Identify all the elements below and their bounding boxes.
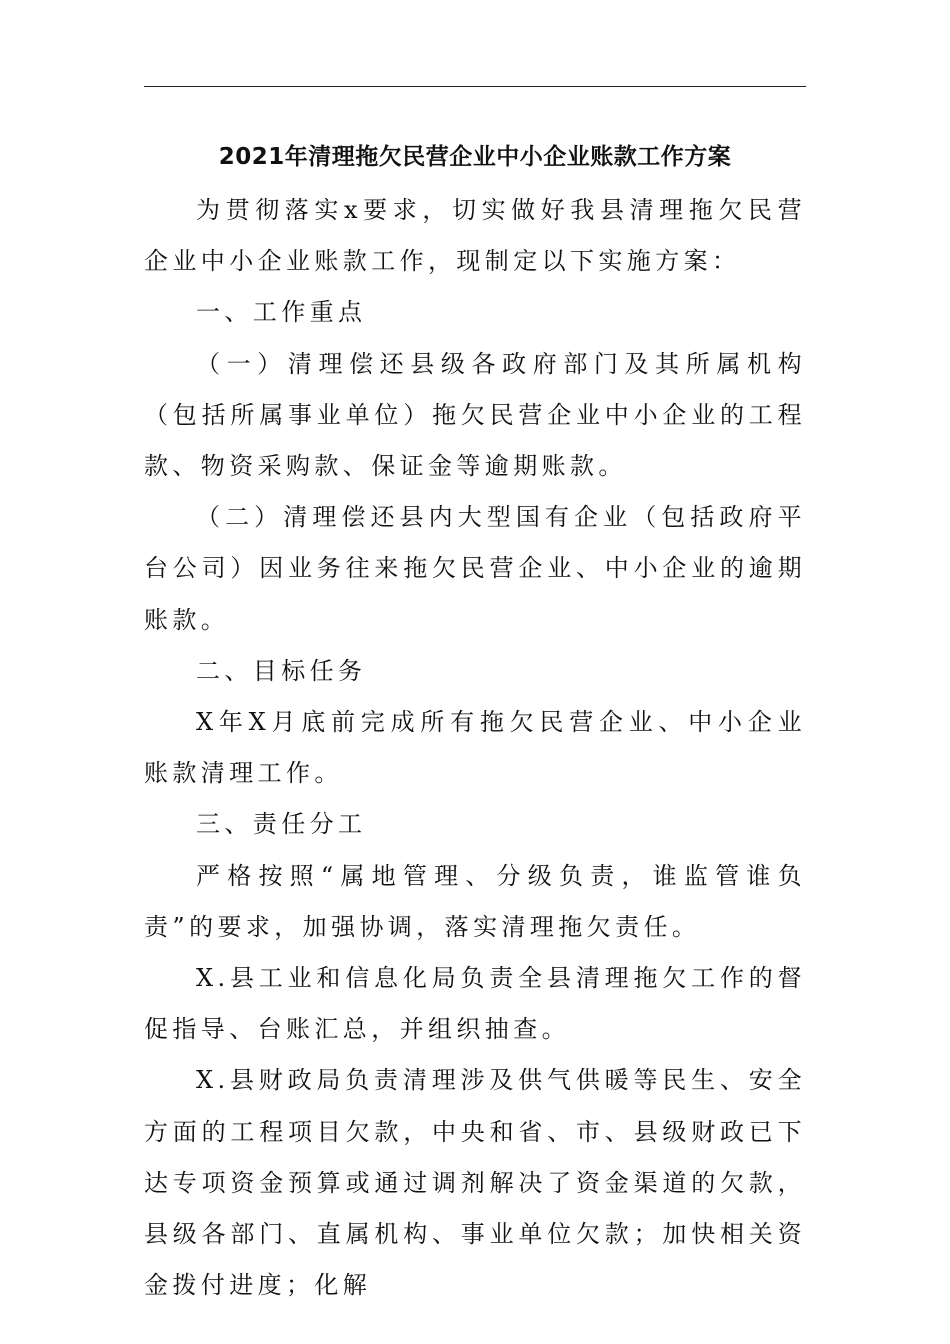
focus-item-2: （二）清理偿还县内大型国有企业（包括政府平台公司）因业务往来拖欠民营企业、中小企业的逾期账款。 <box>144 503 806 634</box>
section-heading-goals: 二、目标任务 <box>196 656 367 685</box>
document-title: 2021年清理拖欠民营企业中小企业账款工作方案 <box>218 144 732 170</box>
responsibility-item-industry-bureau: X.县工业和信息化局负责全县清理拖欠工作的督促指导、台账汇总，并组织抽查。 <box>144 964 806 1044</box>
header-rule <box>144 86 806 87</box>
responsibility-item-finance-bureau: X.县财政局负责清理涉及供气供暖等民生、安全方面的工程项目欠款，中央和省、市、县级财政已下达专项资金预算或通过调剂解决了资金渠道的欠款，县级各部门、直属机构、事业单位欠款；加快相关资金拨付进度；化解 <box>144 1066 806 1300</box>
responsibilities-paragraph: 严格按照“属地管理、分级负责，谁监管谁负责”的要求，加强协调，落实清理拖欠责任。 <box>144 861 806 941</box>
intro-paragraph: 为贯彻落实x要求，切实做好我县清理拖欠民营企业中小企业账款工作，现制定以下实施方案： <box>144 196 806 276</box>
document-body <box>144 185 806 1311</box>
section-heading-responsibilities: 三、责任分工 <box>196 810 367 839</box>
goals-paragraph: X年X月底前完成所有拖欠民营企业、中小企业账款清理工作。 <box>144 708 806 788</box>
section-heading-work-focus: 一、工作重点 <box>196 298 367 327</box>
focus-item-1: （一）清理偿还县级各政府部门及其所属机构（包括所属事业单位）拖欠民营企业中小企业的工程款、物资采购款、保证金等逾期账款。 <box>144 349 806 481</box>
